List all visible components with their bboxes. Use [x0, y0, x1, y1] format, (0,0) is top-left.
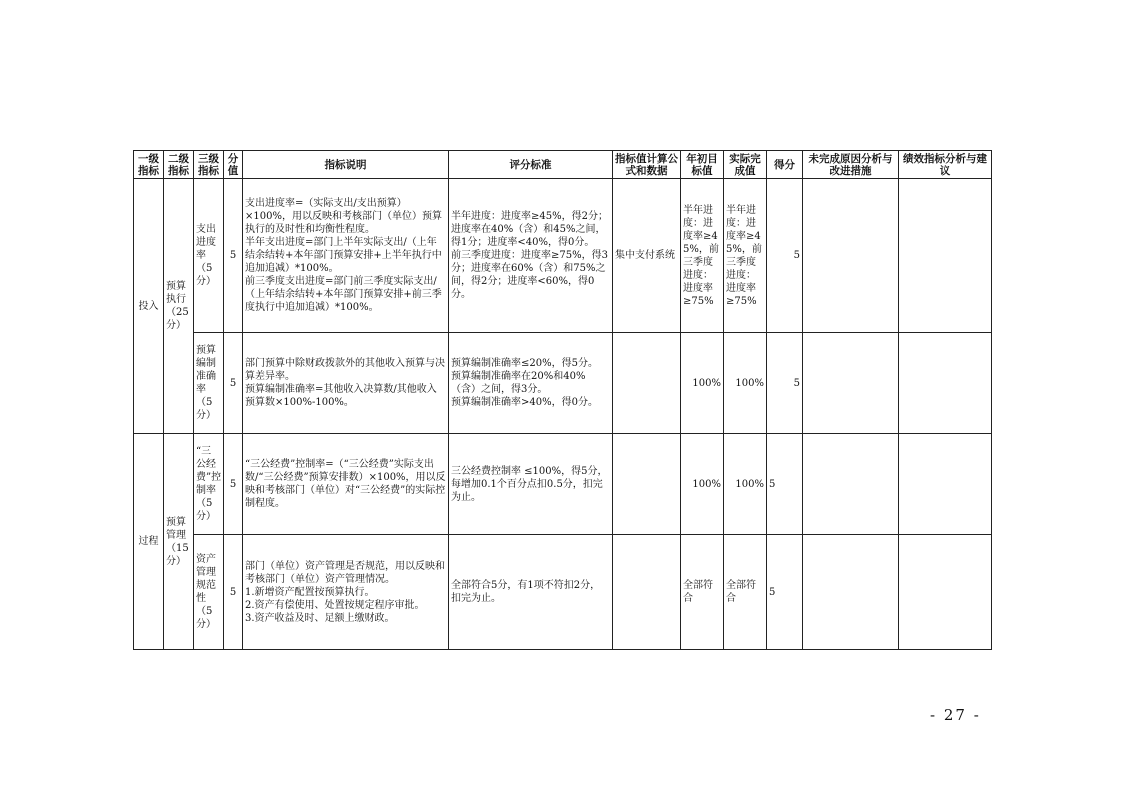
score-cell: 5: [224, 434, 243, 535]
reason-cell: [803, 434, 899, 535]
description-cell: 支出进度率=（实际支出/支出预算）×100%，用以反映和考核部门（单位）预算执行的及时性和均衡性程度。 半年支出进度=部门上半年实际支出/（上年结余结转+本年部门预算安排+上半年执行中追加追减）*100%。 前三季度支出进度=部门前三季度实际支出/（上年结余结转+本年部门预算安排+前三季度执行中追加追减）*100%。: [243, 179, 449, 333]
header-formula: 指标值计算公式和数据: [613, 151, 681, 179]
table-row: [134, 434, 992, 535]
level2-cell: 预算执行（25分）: [164, 179, 194, 434]
criteria-cell: 全部符合5分，有1项不符扣2分，扣完为止。: [449, 535, 613, 650]
level1-cell: 投入: [134, 179, 164, 434]
suggest-cell: [899, 434, 992, 535]
got-cell: 5: [767, 434, 803, 535]
actual-cell: 100%: [724, 333, 767, 434]
table-row: [134, 179, 992, 333]
level2-cell: 预算管理（15分）: [164, 434, 194, 650]
suggest-cell: [899, 179, 992, 333]
header-suggest: 绩效指标分析与建议: [899, 151, 992, 179]
header-criteria: 评分标准: [449, 151, 613, 179]
formula-cell: [613, 535, 681, 650]
table-row: [134, 333, 992, 434]
level3-cell: 预算编制准确率（5分）: [194, 333, 224, 434]
suggest-cell: [899, 333, 992, 434]
description-cell: 部门预算中除财政拨款外的其他收入预算与决算差异率。 预算编制准确率=其他收入决算数/其他收入预算数×100%-100%。: [243, 333, 449, 434]
reason-cell: [803, 535, 899, 650]
formula-cell: [613, 333, 681, 434]
actual-cell: 全部符合: [724, 535, 767, 650]
header-actual: 实际完成值: [724, 151, 767, 179]
score-cell: 5: [224, 333, 243, 434]
page-number: - 27 -: [930, 706, 981, 724]
level3-cell: 支出进度率（5分）: [194, 179, 224, 333]
description-cell: 部门（单位）资产管理是否规范，用以反映和考核部门（单位）资产管理情况。 1.新增资产配置按预算执行。 2.资产有偿使用、处置按规定程序审批。 3.资产收益及时、足额上缴财政。: [243, 535, 449, 650]
target-cell: 全部符合: [681, 535, 724, 650]
header-description: 指标说明: [243, 151, 449, 179]
got-cell: 5: [767, 535, 803, 650]
criteria-cell: 预算编制准确率≤20%，得5分。 预算编制准确率在20%和40%（含）之间，得3分。 预算编制准确率>40%，得0分。: [449, 333, 613, 434]
actual-cell: 100%: [724, 434, 767, 535]
level3-cell: “三公经费”控制率（5分）: [194, 434, 224, 535]
target-cell: 100%: [681, 333, 724, 434]
reason-cell: [803, 179, 899, 333]
got-cell: 5: [767, 179, 803, 333]
header-target: 年初目标值: [681, 151, 724, 179]
header-level3: 三级指标: [194, 151, 224, 179]
header-score: 分值: [224, 151, 243, 179]
header-row: [134, 151, 992, 179]
formula-cell: 集中支付系统: [613, 179, 681, 333]
header-got: 得分: [767, 151, 803, 179]
got-cell: 5: [767, 333, 803, 434]
criteria-cell: 半年进度：进度率≥45%，得2分；进度率在40%（含）和45%之间，得1分；进度率<40%，得0分。 前三季度进度：进度率≥75%，得3分；进度率在60%（含）和75%之间，得2分；进度率<60%，得0分。: [449, 179, 613, 333]
actual-cell: 半年进度：进度率≥45%，前三季度进度：进度率≥75%: [724, 179, 767, 333]
reason-cell: [803, 333, 899, 434]
table-row: [134, 535, 992, 650]
description-cell: “三公经费”控制率=（“三公经费”实际支出数/“三公经费”预算安排数）×100%，用以反映和考核部门（单位）对“三公经费”的实际控制程度。: [243, 434, 449, 535]
criteria-cell: 三公经费控制率 ≤100%，得5分，每增加0.1个百分点扣0.5分，扣完为止。: [449, 434, 613, 535]
header-level2: 二级指标: [164, 151, 194, 179]
target-cell: 半年进度：进度率≥45%，前三季度进度：进度率≥75%: [681, 179, 724, 333]
formula-cell: [613, 434, 681, 535]
target-cell: 100%: [681, 434, 724, 535]
header-reason: 未完成原因分析与改进措施: [803, 151, 899, 179]
score-cell: 5: [224, 535, 243, 650]
level1-cell: 过程: [134, 434, 164, 650]
performance-evaluation-table: [133, 150, 992, 650]
header-level1: 一级指标: [134, 151, 164, 179]
suggest-cell: [899, 535, 992, 650]
level3-cell: 资产管理规范性（5分）: [194, 535, 224, 650]
score-cell: 5: [224, 179, 243, 333]
